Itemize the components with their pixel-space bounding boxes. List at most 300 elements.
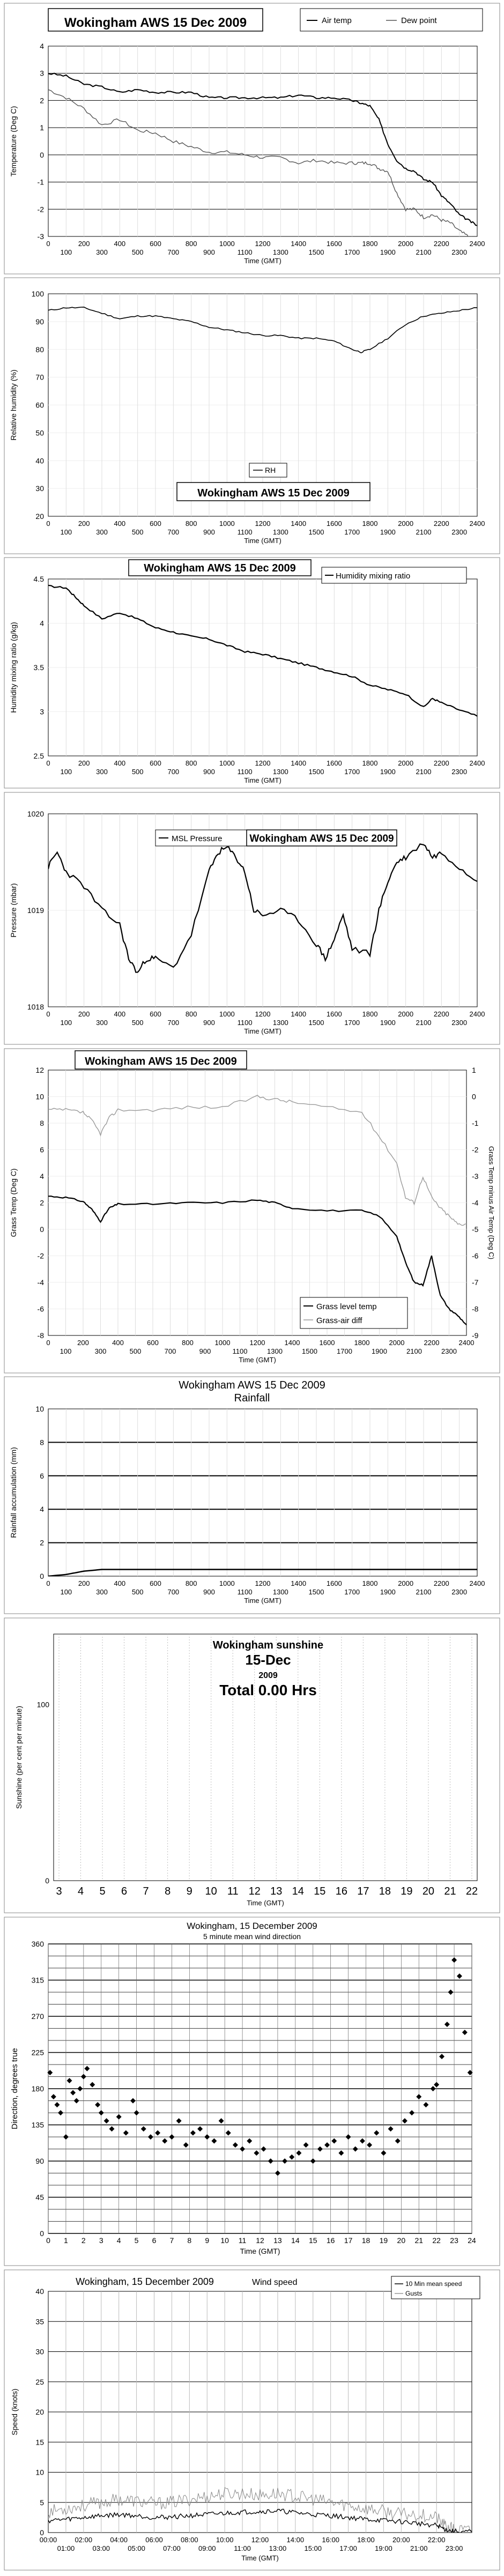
y-tick-label: -8 <box>37 1331 44 1340</box>
x-tick-label-bottom: 500 <box>131 1019 144 1027</box>
x-tick-label-bottom: 1500 <box>308 1019 324 1027</box>
y-tick-label: 100 <box>36 1700 49 1709</box>
x-tick-label-bottom: 1500 <box>308 768 324 776</box>
y-tick-label: 0 <box>40 1572 44 1580</box>
y-tick-label: 40 <box>35 2287 44 2296</box>
x-tick-label: 2 <box>81 2236 86 2245</box>
x-tick-label: 21 <box>414 2236 424 2245</box>
x-tick-label: 16 <box>335 1885 347 1897</box>
y-tick-label: 2 <box>40 96 44 105</box>
sunshine-year: 2009 <box>258 1671 278 1680</box>
x-tick-label-bottom: 03:00 <box>92 2544 110 2552</box>
y-tick-label: 2 <box>40 1538 44 1547</box>
x-tick-label-bottom: 900 <box>203 528 215 536</box>
x-tick-label-top: 0 <box>46 240 50 248</box>
y-tick-label: 12 <box>35 1066 44 1074</box>
x-tick-label-bottom: 09:00 <box>198 2544 216 2552</box>
y-tick-label: 6 <box>40 1145 44 1154</box>
x-tick-label-top: 0 <box>46 1010 50 1018</box>
y-tick-label: -2 <box>37 1251 44 1260</box>
x-tick-label-top: 800 <box>185 519 197 528</box>
y-tick-label: 4 <box>40 1172 44 1181</box>
chart-panel-rh <box>4 278 500 554</box>
x-tick-label-top: 200 <box>78 759 90 767</box>
x-tick-label-top: 2200 <box>433 240 449 248</box>
x-tick-label-bottom: 2300 <box>441 1347 457 1355</box>
x-tick-label-top: 2000 <box>398 1010 414 1018</box>
y-tick-label: 3 <box>40 69 44 78</box>
x-tick-label-top: 04:00 <box>110 2536 128 2544</box>
x-tick-label-top: 22:00 <box>427 2536 446 2544</box>
x-tick-label-bottom: 900 <box>203 1588 215 1596</box>
y-axis-label: Speed (knots) <box>10 2388 19 2436</box>
x-tick-label-top: 00:00 <box>39 2536 57 2544</box>
x-tick-label-top: 1400 <box>291 240 307 248</box>
chart-subtitle: Wind speed <box>252 2278 298 2287</box>
x-tick-label-top: 1200 <box>255 240 271 248</box>
x-tick-label-top: 600 <box>150 1010 161 1018</box>
x-tick-label-top: 16:00 <box>322 2536 339 2544</box>
x-tick-label-top: 1000 <box>214 1339 231 1347</box>
x-tick-label-top: 2400 <box>458 1339 475 1347</box>
x-tick-label-bottom: 100 <box>60 768 72 776</box>
x-tick-label-top: 06:00 <box>145 2536 163 2544</box>
x-tick-label-top: 1000 <box>219 240 235 248</box>
x-tick-label: 19 <box>401 1885 413 1897</box>
x-tick-label: 9 <box>205 2236 210 2245</box>
x-tick-label: 18 <box>361 2236 370 2245</box>
y2-tick-label: 0 <box>472 1092 476 1101</box>
x-tick-label-bottom: 700 <box>167 1019 180 1027</box>
y-tick-label: 10 <box>35 2468 44 2477</box>
x-tick-label-bottom: 21:00 <box>410 2544 428 2552</box>
sunshine-date: 15-Dec <box>245 1652 291 1668</box>
legend-label: Grass level temp <box>316 1302 377 1311</box>
x-tick-label-bottom: 700 <box>167 1588 180 1596</box>
y-tick-label: 45 <box>35 2193 44 2202</box>
x-tick-label-bottom: 15:00 <box>304 2544 322 2552</box>
x-tick-label-top: 20:00 <box>392 2536 410 2544</box>
y-tick-label: 1 <box>40 123 44 132</box>
x-tick-label-top: 1800 <box>362 759 378 767</box>
x-tick-label-bottom: 1300 <box>272 248 288 256</box>
x-tick-label-bottom: 300 <box>96 1019 108 1027</box>
x-tick-label-top: 1400 <box>291 519 307 528</box>
x-tick-label: 5 <box>134 2236 139 2245</box>
x-tick-label: 1 <box>64 2236 68 2245</box>
x-tick-label-bottom: 2300 <box>451 248 468 256</box>
x-tick-label-top: 1800 <box>354 1339 370 1347</box>
chart-title: Wokingham AWS 15 Dec 2009 <box>249 833 394 844</box>
x-tick-label-top: 1000 <box>219 1579 235 1587</box>
x-tick-label: 15 <box>314 1885 326 1897</box>
y-axis-label: Rainfall accumulation (mm) <box>9 1447 18 1538</box>
x-tick-label-bottom: 1900 <box>380 528 396 536</box>
chart-title: Wokingham, 15 December 2009 <box>76 2276 214 2287</box>
chart-title: Wokingham, 15 December 2009 <box>187 1921 317 1931</box>
y-tick-label: 2.5 <box>33 752 44 760</box>
y-tick-label: 3 <box>40 707 44 716</box>
legend-label: MSL Pressure <box>172 834 223 843</box>
x-tick-label-bottom: 1100 <box>237 1588 253 1596</box>
y-tick-label: 1020 <box>27 810 44 818</box>
x-tick-label: 18 <box>379 1885 391 1897</box>
x-tick-label: 4 <box>116 2236 121 2245</box>
x-tick-label: 3 <box>56 1885 62 1897</box>
y-tick-label: 0 <box>45 1876 49 1885</box>
x-tick-label: 8 <box>187 2236 192 2245</box>
x-tick-label-bottom: 1100 <box>237 248 253 256</box>
legend-label: Humidity mixing ratio <box>336 571 411 581</box>
x-tick-label-top: 2000 <box>398 240 414 248</box>
x-tick-label-top: 1600 <box>326 519 342 528</box>
x-tick-label-bottom: 1300 <box>272 528 288 536</box>
x-tick-label-top: 1200 <box>249 1339 265 1347</box>
y-tick-label: -6 <box>37 1304 44 1313</box>
x-tick-label-bottom: 1900 <box>380 1588 396 1596</box>
x-tick-label-bottom: 1900 <box>380 248 396 256</box>
x-tick-label-top: 400 <box>114 519 126 528</box>
x-tick-label-top: 200 <box>77 1339 89 1347</box>
x-tick-label: 14 <box>292 1885 304 1897</box>
x-tick-label-bottom: 19:00 <box>375 2544 392 2552</box>
x-tick-label-bottom: 700 <box>167 528 180 536</box>
x-tick-label-bottom: 500 <box>131 248 144 256</box>
x-tick-label-top: 1600 <box>326 1010 342 1018</box>
x-tick-label-top: 1400 <box>291 1579 307 1587</box>
x-tick-label-top: 2400 <box>469 1010 485 1018</box>
x-tick-label-bottom: 1500 <box>302 1347 317 1355</box>
x-axis-label: Time (GMT) <box>240 2247 280 2255</box>
x-tick-label: 10 <box>205 1885 217 1897</box>
x-tick-label-top: 800 <box>185 759 197 767</box>
x-tick-label-top: 1000 <box>219 519 235 528</box>
x-tick-label-top: 400 <box>114 1010 126 1018</box>
x-tick-label-top: 600 <box>150 1579 161 1587</box>
x-tick-label-top: 400 <box>114 759 126 767</box>
chart-title: Wokingham sunshine <box>212 1639 324 1651</box>
x-tick-label-bottom: 2300 <box>451 1588 468 1596</box>
x-tick-label-bottom: 2100 <box>416 248 432 256</box>
legend-label: Gusts <box>405 2290 423 2297</box>
y-tick-label: 6 <box>40 1471 44 1480</box>
x-tick-label-bottom: 100 <box>60 1347 72 1355</box>
y-tick-label: 4 <box>40 619 44 628</box>
legend-label: RH <box>265 466 276 474</box>
x-tick-label-top: 600 <box>150 240 161 248</box>
x-axis-label: Time (GMT) <box>244 1597 281 1605</box>
x-tick-label-top: 800 <box>182 1339 194 1347</box>
y-tick-label: 4.5 <box>33 575 44 583</box>
x-tick-label: 23 <box>450 2236 458 2245</box>
x-tick-label-bottom: 300 <box>94 1347 107 1355</box>
x-tick-label: 6 <box>121 1885 128 1897</box>
x-tick-label-top: 1600 <box>326 759 342 767</box>
legend-label: Grass-air diff <box>316 1316 362 1325</box>
chart-panel-wspd <box>4 2270 500 2570</box>
y-tick-label: 10 <box>35 1092 44 1101</box>
x-axis-label: Time (GMT) <box>244 537 281 545</box>
x-tick-label-bottom: 1500 <box>308 1588 324 1596</box>
x-tick-label-bottom: 1700 <box>337 1347 352 1355</box>
sunshine-total: Total 0.00 Hrs <box>219 1682 317 1698</box>
chart-panel-mix <box>4 558 500 788</box>
x-tick-label-bottom: 07:00 <box>163 2544 181 2552</box>
x-tick-label: 0 <box>46 2236 50 2245</box>
x-tick-label-top: 18:00 <box>357 2536 375 2544</box>
x-tick-label-top: 800 <box>185 1579 197 1587</box>
x-tick-label-bottom: 1700 <box>344 1588 360 1596</box>
chart-title: Wokingham AWS 15 Dec 2009 <box>85 1056 237 1067</box>
y-axis-label: Relative humidity (%) <box>9 369 18 441</box>
x-tick-label-top: 600 <box>150 519 161 528</box>
x-tick-label-bottom: 300 <box>96 248 108 256</box>
x-tick-label-bottom: 2100 <box>416 528 432 536</box>
x-tick-label-top: 2400 <box>469 519 485 528</box>
y-axis-label: Grass Temp (Deg C) <box>9 1168 18 1237</box>
y-tick-label: -3 <box>37 232 44 241</box>
x-tick-label-bottom: 1300 <box>272 1588 288 1596</box>
x-tick-label: 20 <box>422 1885 435 1897</box>
y-tick-label: 15 <box>35 2438 44 2447</box>
chart-panel-rain <box>4 1377 500 1614</box>
x-tick-label: 21 <box>444 1885 456 1897</box>
x-tick-label-bottom: 1300 <box>267 1347 283 1355</box>
x-tick-label-bottom: 1300 <box>272 1019 288 1027</box>
x-tick-label-top: 1800 <box>362 1010 378 1018</box>
x-tick-label-top: 1600 <box>326 1579 342 1587</box>
legend-label: 10 Min mean speed <box>405 2280 462 2288</box>
x-axis-label: Time (GMT) <box>244 1027 281 1035</box>
x-tick-label-top: 2000 <box>398 759 414 767</box>
x-tick-label-top: 1600 <box>319 1339 335 1347</box>
x-tick-label-bottom: 900 <box>203 248 215 256</box>
x-tick-label-bottom: 1500 <box>308 248 324 256</box>
x-tick-label-bottom: 900 <box>203 768 215 776</box>
x-tick-label: 19 <box>379 2236 388 2245</box>
x-tick-label-bottom: 1700 <box>344 768 360 776</box>
x-tick-label-bottom: 1500 <box>308 528 324 536</box>
x-tick-label-bottom: 100 <box>60 528 72 536</box>
y-tick-label: 5 <box>40 2498 44 2507</box>
x-tick-label-bottom: 500 <box>129 1347 142 1355</box>
legend-label: Air temp <box>322 16 352 25</box>
y2-tick-label: -5 <box>472 1225 479 1234</box>
chart-subtitle: 5 minute mean wind direction <box>203 1932 301 1941</box>
x-axis-label: Time (GMT) <box>247 1899 284 1907</box>
x-tick-label-bottom: 2300 <box>451 528 468 536</box>
y-tick-label: 35 <box>35 2317 44 2326</box>
chart-title: Wokingham AWS 15 Dec 2009 <box>64 16 247 30</box>
x-tick-label-top: 1800 <box>362 1579 378 1587</box>
x-tick-label: 10 <box>220 2236 229 2245</box>
y2-tick-label: -9 <box>472 1331 479 1340</box>
y-tick-label: 1019 <box>27 906 44 915</box>
x-tick-label-bottom: 300 <box>96 768 108 776</box>
y-axis-label: Temperature (Deg C) <box>9 106 18 177</box>
chart-subtitle: Rainfall <box>234 1392 270 1404</box>
x-tick-label-top: 12:00 <box>251 2536 269 2544</box>
x-tick-label-top: 2200 <box>433 1579 449 1587</box>
x-tick-label-top: 1200 <box>255 519 271 528</box>
x-tick-label-bottom: 05:00 <box>128 2544 145 2552</box>
y2-tick-label: -3 <box>472 1172 479 1181</box>
y2-tick-label: -6 <box>472 1251 479 1260</box>
x-tick-label-top: 2400 <box>469 759 485 767</box>
x-tick-label-top: 2200 <box>433 759 449 767</box>
y-tick-label: 270 <box>31 2012 44 2021</box>
x-tick-label-top: 0 <box>46 1339 50 1347</box>
x-tick-label: 24 <box>468 2236 476 2245</box>
x-tick-label-top: 400 <box>112 1339 124 1347</box>
x-tick-label-bottom: 100 <box>60 1019 72 1027</box>
x-tick-label-bottom: 700 <box>167 248 180 256</box>
y-tick-label: 70 <box>35 373 44 382</box>
chart-title: Wokingham AWS 15 Dec 2009 <box>179 1379 325 1391</box>
x-tick-label-bottom: 2100 <box>416 1588 432 1596</box>
x-tick-label: 17 <box>357 1885 369 1897</box>
x-tick-label-top: 2000 <box>398 1579 414 1587</box>
x-tick-label-bottom: 2100 <box>416 1019 432 1027</box>
x-tick-label-bottom: 1900 <box>380 768 396 776</box>
x-tick-label-bottom: 2300 <box>451 768 468 776</box>
x-tick-label-top: 1200 <box>255 1010 271 1018</box>
x-tick-label-top: 2200 <box>433 519 449 528</box>
x-tick-label: 17 <box>344 2236 353 2245</box>
x-tick-label-bottom: 1100 <box>237 1019 253 1027</box>
x-tick-label-top: 0 <box>46 759 50 767</box>
y-tick-label: 0 <box>40 2528 44 2537</box>
y-tick-label: 4 <box>40 1505 44 1514</box>
x-tick-label-top: 200 <box>78 240 90 248</box>
x-tick-label-bottom: 23:00 <box>445 2544 463 2552</box>
x-tick-label-top: 2400 <box>469 240 485 248</box>
x-tick-label-top: 200 <box>78 1579 90 1587</box>
y-tick-label: 80 <box>35 345 44 354</box>
x-tick-label-top: 0 <box>46 1579 50 1587</box>
x-tick-label-top: 1000 <box>219 759 235 767</box>
y-tick-label: 135 <box>31 2120 44 2129</box>
x-tick-label-bottom: 1700 <box>344 528 360 536</box>
y-tick-label: 8 <box>40 1119 44 1127</box>
y-tick-label: 30 <box>35 2347 44 2356</box>
x-tick-label: 4 <box>77 1885 84 1897</box>
x-tick-label: 22 <box>465 1885 478 1897</box>
y-tick-label: 25 <box>35 2377 44 2386</box>
y-tick-label: 0 <box>40 2229 44 2238</box>
y-tick-label: 0 <box>40 150 44 159</box>
y-axis-label: Direction, degrees true <box>10 2048 19 2129</box>
x-tick-label-bottom: 1300 <box>272 768 288 776</box>
x-tick-label: 13 <box>270 1885 283 1897</box>
y2-tick-label: -1 <box>472 1119 479 1127</box>
y-tick-label: 20 <box>35 2408 44 2416</box>
y-tick-label: 100 <box>31 289 44 298</box>
y2-tick-label: -4 <box>472 1198 479 1207</box>
y-tick-label: 10 <box>35 1405 44 1413</box>
x-tick-label-bottom: 1900 <box>380 1019 396 1027</box>
x-tick-label: 14 <box>291 2236 300 2245</box>
x-tick-label-bottom: 2300 <box>451 1019 468 1027</box>
x-axis-label: Time (GMT) <box>244 776 281 784</box>
x-tick-label-bottom: 1100 <box>237 528 253 536</box>
x-axis-label: Time (GMT) <box>244 257 281 265</box>
x-tick-label: 3 <box>99 2236 103 2245</box>
chart-panel-press <box>4 792 500 1044</box>
x-tick-label-bottom: 700 <box>164 1347 176 1355</box>
x-tick-label-top: 200 <box>78 519 90 528</box>
y-tick-label: 40 <box>35 456 44 465</box>
y-tick-label: 180 <box>31 2084 44 2093</box>
x-tick-label-bottom: 2100 <box>416 768 432 776</box>
x-tick-label-bottom: 17:00 <box>339 2544 357 2552</box>
x-tick-label-top: 2400 <box>469 1579 485 1587</box>
x-tick-label: 11 <box>238 2236 247 2245</box>
y-tick-label: 225 <box>31 2048 44 2057</box>
x-tick-label: 12 <box>248 1885 261 1897</box>
x-tick-label-bottom: 900 <box>199 1347 211 1355</box>
x-tick-label-bottom: 2100 <box>406 1347 422 1355</box>
x-tick-label-top: 600 <box>147 1339 159 1347</box>
legend-label: Dew point <box>401 16 437 25</box>
x-tick-label: 11 <box>227 1885 239 1897</box>
x-tick-label-bottom: 11:00 <box>234 2544 251 2552</box>
x-tick-label-bottom: 1700 <box>344 1019 360 1027</box>
x-tick-label-top: 1800 <box>362 519 378 528</box>
y-tick-label: 50 <box>35 428 44 437</box>
y-tick-label: 1018 <box>27 1003 44 1011</box>
x-tick-label-bottom: 1100 <box>232 1347 248 1355</box>
x-tick-label: 8 <box>165 1885 171 1897</box>
x-tick-label-bottom: 700 <box>167 768 180 776</box>
x-tick-label: 12 <box>256 2236 264 2245</box>
x-tick-label-bottom: 13:00 <box>269 2544 287 2552</box>
x-tick-label-top: 0 <box>46 519 50 528</box>
x-tick-label: 7 <box>169 2236 174 2245</box>
x-tick-label-bottom: 1700 <box>344 248 360 256</box>
x-tick-label-top: 1000 <box>219 1010 235 1018</box>
x-tick-label-bottom: 1100 <box>237 768 253 776</box>
x-tick-label-top: 08:00 <box>181 2536 198 2544</box>
x-tick-label: 7 <box>143 1885 149 1897</box>
x-axis-label: Time (GMT) <box>239 1356 276 1364</box>
y-axis-label: Pressure (mbar) <box>9 883 18 938</box>
y-tick-label: 20 <box>35 512 44 521</box>
x-tick-label-top: 200 <box>78 1010 90 1018</box>
x-tick-label-top: 14:00 <box>286 2536 305 2544</box>
x-axis-label: Time (GMT) <box>241 2554 279 2562</box>
x-tick-label-bottom: 300 <box>96 1588 108 1596</box>
x-tick-label-top: 600 <box>150 759 161 767</box>
x-tick-label: 22 <box>432 2236 441 2245</box>
chart-panel-wdir <box>4 1917 500 2266</box>
y-tick-label: 360 <box>31 1940 44 1948</box>
x-tick-label-top: 400 <box>114 1579 126 1587</box>
x-tick-label-top: 1800 <box>362 240 378 248</box>
y-tick-label: 90 <box>35 317 44 326</box>
x-tick-label-top: 1200 <box>255 1579 271 1587</box>
x-tick-label-bottom: 1900 <box>372 1347 387 1355</box>
chart-panel-sun <box>4 1618 500 1913</box>
x-tick-label-top: 1400 <box>284 1339 300 1347</box>
x-tick-label-bottom: 500 <box>131 768 144 776</box>
x-tick-label-top: 1200 <box>255 759 271 767</box>
x-tick-label-top: 10:00 <box>216 2536 234 2544</box>
chart-panel-grass <box>4 1049 500 1373</box>
y-tick-label: -4 <box>37 1278 44 1287</box>
x-tick-label-top: 2200 <box>433 1010 449 1018</box>
x-tick-label-top: 02:00 <box>75 2536 93 2544</box>
